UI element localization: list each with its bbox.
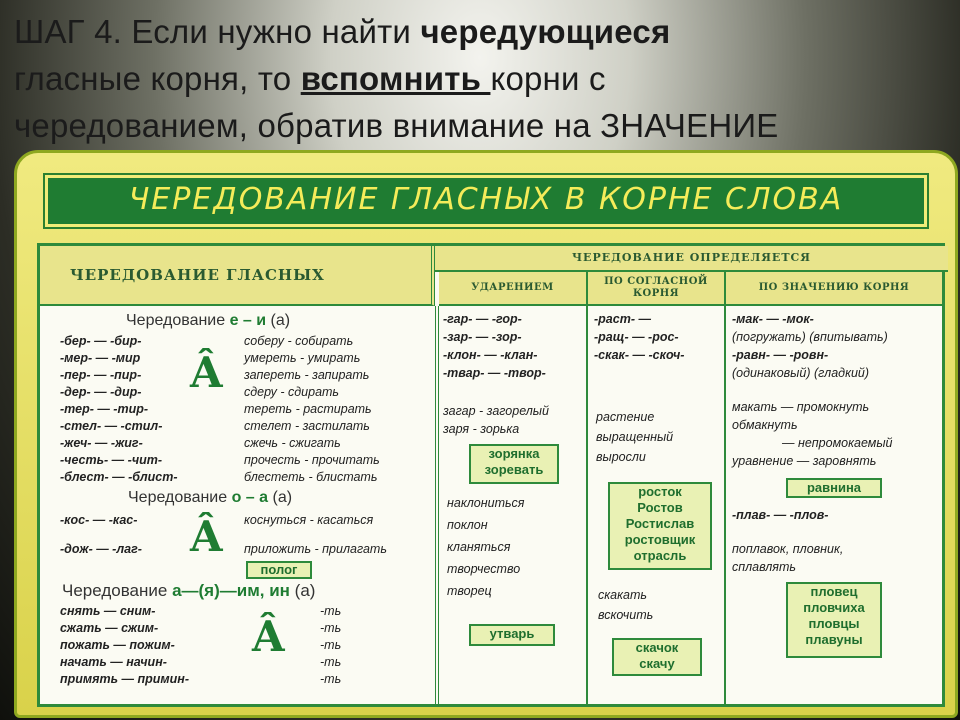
list-item: уравнение — заровнять xyxy=(732,454,877,468)
list-item: — непромокаемый xyxy=(782,436,893,450)
header-alternation: ЧЕРЕДОВАНИЕ ГЛАСНЫХ xyxy=(40,246,435,306)
list-item: -кос- — -кас- xyxy=(60,513,138,527)
list-item: -равн- — -ровн- xyxy=(732,348,829,362)
list-item: -ть xyxy=(320,621,342,635)
exception-box: зорянка зоревать xyxy=(469,444,559,484)
exception-box: утварь xyxy=(469,624,555,646)
list-item: -ть xyxy=(320,604,342,618)
list-item: загар - загорелый xyxy=(443,404,549,418)
title-emphasis: чередующиеся xyxy=(420,13,671,50)
list-item: сплавлять xyxy=(732,560,796,574)
list-item: (погружать) (впитывать) xyxy=(732,330,888,344)
list-item: поклон xyxy=(447,518,488,532)
list-item: -дож- — -лаг- xyxy=(60,542,142,556)
list-item: -ть xyxy=(320,638,342,652)
list-item: приложить - прилагать xyxy=(244,542,387,556)
list-item: заря - зорька xyxy=(443,422,520,436)
list-item: тереть - растирать xyxy=(244,402,372,416)
list-item: -мер- — -мир xyxy=(60,351,141,365)
list-item: -ращ- — -рос- xyxy=(594,330,679,344)
list-item: прочесть - прочитать xyxy=(244,453,380,467)
list-item: пожать — пожим- xyxy=(60,638,175,652)
list-item: -ть xyxy=(320,672,342,686)
list-item: -тер- — -тир- xyxy=(60,402,149,416)
header-stress: УДАРЕНИЕМ xyxy=(439,272,588,306)
list-item: блестеть - блистать xyxy=(244,470,378,484)
header-consonant: ПО СОГЛАСНОЙ КОРНЯ xyxy=(588,272,726,306)
list-item: поплавок, пловник, xyxy=(732,542,844,556)
list-item: -зар- — -зор- xyxy=(443,330,522,344)
accent-hat-icon: Â xyxy=(252,612,285,661)
list-item: кланяться xyxy=(447,540,511,554)
list-item: -честь- — -чит- xyxy=(60,453,163,467)
list-item: обмакнуть xyxy=(732,418,798,432)
list-item: растение xyxy=(596,410,655,424)
list-item: -гар- — -гор- xyxy=(443,312,522,326)
list-item: запереть - запирать xyxy=(244,368,370,382)
list-item: -пер- — -пир- xyxy=(60,368,142,382)
list-item: скакать xyxy=(598,588,647,602)
header-determined-by: ЧЕРЕДОВАНИЕ ОПРЕДЕЛЯЕТСЯ xyxy=(435,246,948,272)
list-item: соберу - собирать xyxy=(244,334,354,348)
title-underlined: вспомнить xyxy=(300,60,491,97)
list-item: коснуться - касаться xyxy=(244,513,374,527)
section-a-im: Чередование а—(я)—им, ин (а) xyxy=(62,581,316,600)
list-item: примять — примин- xyxy=(60,672,189,686)
exception-box: скачок скачу xyxy=(612,638,702,676)
column-alternations xyxy=(40,306,439,704)
list-item: сдеру - сдирать xyxy=(244,385,340,399)
title-line-3: чередованием, обратив внимание на ЗНАЧЕНИЕ xyxy=(14,107,779,144)
column-meaning xyxy=(726,306,942,704)
list-item: умереть - умирать xyxy=(244,351,361,365)
list-item: сжать — сжим- xyxy=(60,621,159,635)
list-item: -ть xyxy=(320,655,342,669)
list-item: -блест- — -блист- xyxy=(60,470,178,484)
list-item: -твар- — -твор- xyxy=(443,366,546,380)
poster-banner: ЧЕРЕДОВАНИЕ ГЛАСНЫХ В КОРНЕ СЛОВА xyxy=(45,175,927,227)
exception-box: полог xyxy=(246,561,312,579)
list-item: -жеч- — -жиг- xyxy=(60,436,143,450)
section-o-a: Чередование о – а (а) xyxy=(128,489,293,506)
exception-box: пловец пловчиха пловцы плавуны xyxy=(786,582,882,658)
rules-table xyxy=(37,243,945,707)
list-item: стелет - застилать xyxy=(244,419,370,433)
exception-box: равнина xyxy=(786,478,882,498)
list-item: -стел- — -стил- xyxy=(60,419,163,433)
list-item: макать — промокнуть xyxy=(732,400,870,414)
list-item: творчество xyxy=(447,562,521,576)
poster xyxy=(14,150,958,718)
slide-title xyxy=(14,8,944,149)
list-item: -мак- — -мок- xyxy=(732,312,814,326)
list-item: -бер- — -бир- xyxy=(60,334,142,348)
list-item: -дер- — -дир- xyxy=(60,385,142,399)
list-item: наклониться xyxy=(447,496,525,510)
list-item: -плав- — -плов- xyxy=(732,508,829,522)
title-line-1: ШАГ 4. Если нужно найти чередующиеся xyxy=(14,13,671,50)
accent-hat-icon: Â xyxy=(190,348,223,397)
section-e-i: Чередование е – и (а) xyxy=(126,312,291,329)
list-item: (одинаковый) (гладкий) xyxy=(732,366,870,380)
column-stress xyxy=(439,306,588,704)
list-item: выросли xyxy=(596,450,646,464)
list-item: -клон- — -клан- xyxy=(443,348,538,362)
list-item: -раст- — xyxy=(594,312,651,326)
title-line-2: гласные корня, то вспомнить корни с xyxy=(14,60,606,97)
list-item: выращенный xyxy=(596,430,674,444)
list-item: творец xyxy=(447,584,492,598)
accent-hat-icon: Â xyxy=(190,512,223,561)
exception-box: росток Ростов Ростислав ростовщик отрасль xyxy=(608,482,712,570)
list-item: вскочить xyxy=(598,608,654,622)
list-item: снять — сним- xyxy=(60,604,156,618)
list-item: сжечь - сжигать xyxy=(244,436,341,450)
header-meaning: ПО ЗНАЧЕНИЮ КОРНЯ xyxy=(726,272,942,306)
list-item: начать — начин- xyxy=(60,655,167,669)
list-item: -скак- — -скоч- xyxy=(594,348,685,362)
column-consonant xyxy=(588,306,726,704)
